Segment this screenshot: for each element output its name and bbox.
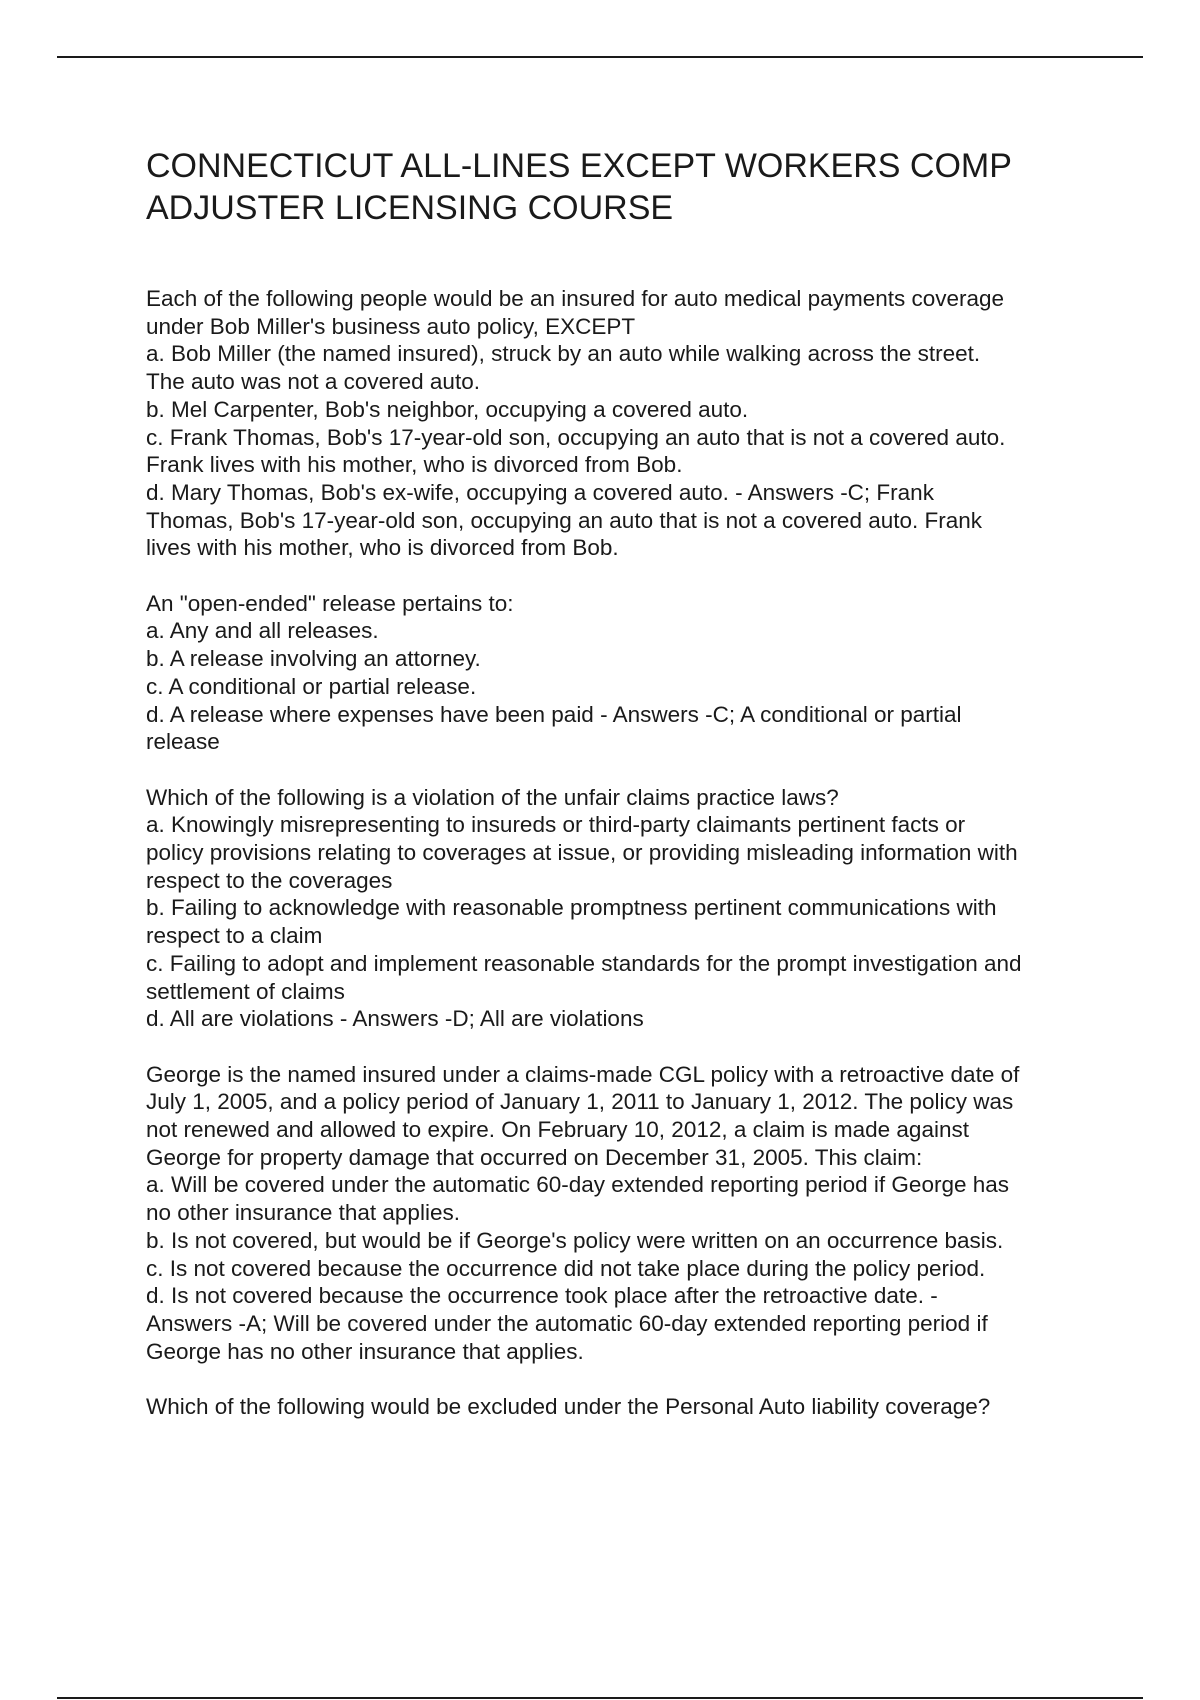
option-line: Frank lives with his mother, who is divorced from Bob. xyxy=(146,452,683,478)
question-block-1 xyxy=(146,285,1101,562)
title-line: ADJUSTER LICENSING COURSE xyxy=(146,189,674,227)
option-line: c. Frank Thomas, Bob's 17-year-old son, occupying an auto that is not a covered auto. xyxy=(146,424,1006,450)
title-line: CONNECTICUT ALL-LINES EXCEPT WORKERS COMP xyxy=(146,147,1012,185)
question-line: Each of the following people would be an insured for auto medical payments coverage xyxy=(146,286,1005,311)
question-line: Which of the following would be excluded under the Personal Auto liability coverage? xyxy=(146,1394,991,1420)
option-line: a. Bob Miller (the named insured), struck by an auto while walking across the street. xyxy=(146,341,981,367)
option-line: b. Is not covered, but would be if George's policy were written on an occurrence basis. xyxy=(146,1227,1004,1253)
option-line: c. Failing to adopt and implement reasonable standards for the prompt investigation and xyxy=(146,950,1022,976)
option-line: c. A conditional or partial release. xyxy=(146,673,477,699)
option-line: a. Any and all releases. xyxy=(146,618,379,644)
question-block-4 xyxy=(146,1061,1101,1366)
option-line: respect to the coverages xyxy=(146,867,393,893)
top-rule xyxy=(57,56,1143,58)
option-line: settlement of claims xyxy=(146,978,345,1004)
option-line: c. Is not covered because the occurrence did not take place during the policy period. xyxy=(146,1255,986,1281)
answer-line: d. Mary Thomas, Bob's ex-wife, occupying a covered auto. - Answers -C; Frank xyxy=(146,479,934,505)
document-body xyxy=(146,145,1101,1448)
option-line: no other insurance that applies. xyxy=(146,1200,460,1226)
question-line: George for property damage that occurred on December 31, 2005. This claim: xyxy=(146,1144,923,1170)
question-line: Which of the following is a violation of the unfair claims practice laws? xyxy=(146,784,839,810)
answer-line: d. All are violations - Answers -D; All are violations xyxy=(146,1006,644,1032)
question-line: under Bob Miller's business auto policy, EXCEPT xyxy=(146,313,636,339)
option-line: policy provisions relating to coverages at issue, or providing misleading information with xyxy=(146,840,1018,866)
option-line: d. Is not covered because the occurrence took place after the retroactive date. - xyxy=(146,1283,938,1309)
question-line: not renewed and allowed to expire. On February 10, 2012, a claim is made against xyxy=(146,1117,969,1143)
answer-line: Answers -A; Will be covered under the automatic 60-day extended reporting period if xyxy=(146,1310,988,1336)
option-line: The auto was not a covered auto. xyxy=(146,369,480,395)
answer-line: d. A release where expenses have been paid - Answers -C; A conditional or partial xyxy=(146,701,962,727)
question-line: George is the named insured under a claims-made CGL policy with a retroactive date of xyxy=(146,1061,1020,1087)
option-line: b. A release involving an attorney. xyxy=(146,646,481,672)
question-line: An "open-ended" release pertains to: xyxy=(146,590,514,616)
question-block-5 xyxy=(146,1393,1101,1421)
option-line: a. Will be covered under the automatic 60-day extended reporting period if George has xyxy=(146,1172,1010,1198)
option-line: a. Knowingly misrepresenting to insureds or third-party claimants pertinent facts or xyxy=(146,812,966,838)
bottom-rule xyxy=(57,1697,1143,1699)
option-line: respect to a claim xyxy=(146,923,323,949)
option-line: b. Failing to acknowledge with reasonable promptness pertinent communications with xyxy=(146,895,997,921)
question-line: July 1, 2005, and a policy period of January 1, 2011 to January 1, 2012. The policy was xyxy=(146,1089,1014,1115)
answer-line: George has no other insurance that applies. xyxy=(146,1338,584,1364)
answer-line: lives with his mother, who is divorced from Bob. xyxy=(146,535,619,561)
question-block-2 xyxy=(146,590,1101,756)
answer-line: release xyxy=(146,729,220,755)
document-title xyxy=(146,145,1101,229)
answer-line: Thomas, Bob's 17-year-old son, occupying an auto that is not a covered auto. Frank xyxy=(146,507,983,533)
option-line: b. Mel Carpenter, Bob's neighbor, occupying a covered auto. xyxy=(146,396,749,422)
question-block-3 xyxy=(146,784,1101,1033)
